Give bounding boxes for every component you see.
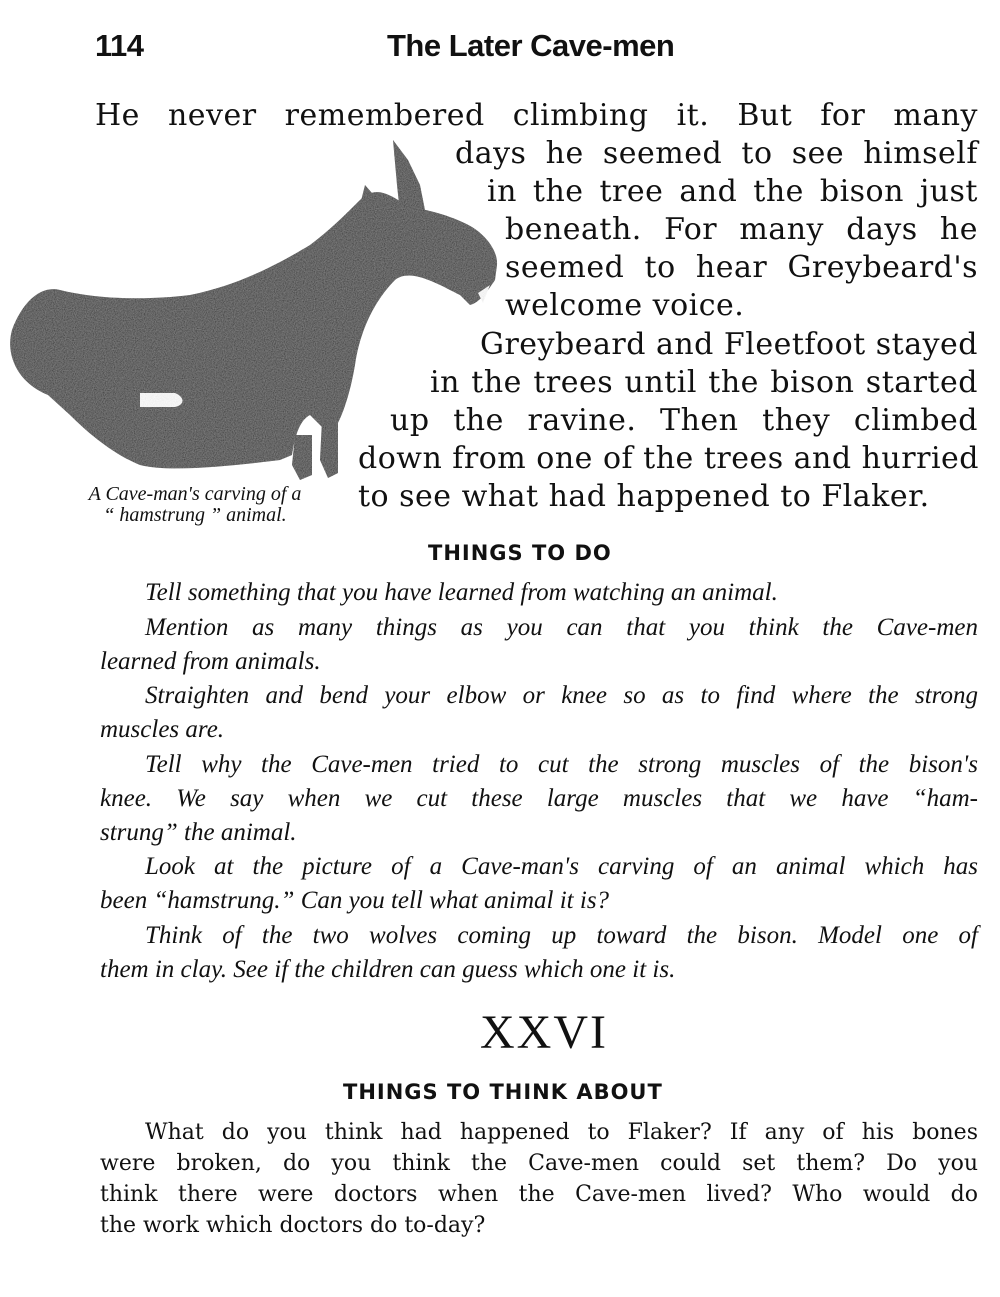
question-line: the work which doctors do to-day? — [100, 1213, 486, 1238]
story-line: down from one of the trees and hurried — [358, 441, 979, 476]
activity-line: Tell why the Cave-men tried to cut the strong muscles of the bison's — [145, 751, 978, 778]
figure-caption-line: A Cave-man's carving of a — [88, 483, 302, 505]
activity-line: Straighten and bend your elbow or knee so as to find where the strong — [145, 682, 978, 709]
story-line: seemed to hear Greybeard's — [505, 250, 978, 285]
things-to-do-heading: THINGS TO DO — [428, 541, 612, 565]
story-line: to see what had happened to Flaker. — [358, 479, 930, 514]
story-line: in the trees until the bison started — [430, 365, 978, 400]
activity-line: Look at the picture of a Cave-man's carving of an animal which has — [145, 853, 978, 880]
chapter-number: XXVI — [480, 1006, 608, 1059]
activity-line: muscles are. — [100, 716, 225, 743]
figure-caption — [25, 484, 365, 526]
activity-line: strung” the animal. — [100, 819, 297, 846]
activity-line: Think of the two wolves coming up toward the bison. Model one of — [145, 922, 978, 949]
running-title: The Later Cave-men — [387, 28, 675, 63]
activity-line: Mention as many things as you can that you think the Cave-men — [145, 614, 978, 641]
activity-line: knee. We say when we cut these large muscles that we have “ham- — [100, 785, 978, 812]
animal-carving-illustration — [0, 135, 500, 615]
activity-line: learned from animals. — [100, 648, 321, 675]
activity-line: been “hamstrung.” Can you tell what animal it is? — [100, 887, 610, 914]
story-line: days he seemed to see himself — [455, 136, 978, 171]
activity-line: them in clay. See if the children can guess which one it is. — [100, 956, 676, 983]
figure-caption-line: “ hamstrung ” animal. — [103, 504, 287, 526]
question-line: think there were doctors when the Cave-men lived? Who would do — [100, 1182, 978, 1207]
question-line: were broken, do you think the Cave-men could set them? Do you — [100, 1151, 978, 1176]
page-number: 114 — [95, 28, 144, 63]
story-line: He never remembered climbing it. But for many — [95, 98, 978, 133]
story-line: in the tree and the bison just — [487, 174, 978, 209]
story-line: up the ravine. Then they climbed — [390, 403, 978, 438]
story-line: welcome voice. — [505, 288, 745, 323]
activity-line: Tell something that you have learned from watching an animal. — [145, 579, 778, 606]
story-line: Greybeard and Fleetfoot stayed — [480, 327, 978, 362]
question-line: What do you think had happened to Flaker? If any of his bones — [145, 1120, 978, 1145]
story-line: beneath. For many days he — [505, 212, 978, 247]
things-to-think-about-heading: THINGS TO THINK ABOUT — [343, 1080, 663, 1104]
